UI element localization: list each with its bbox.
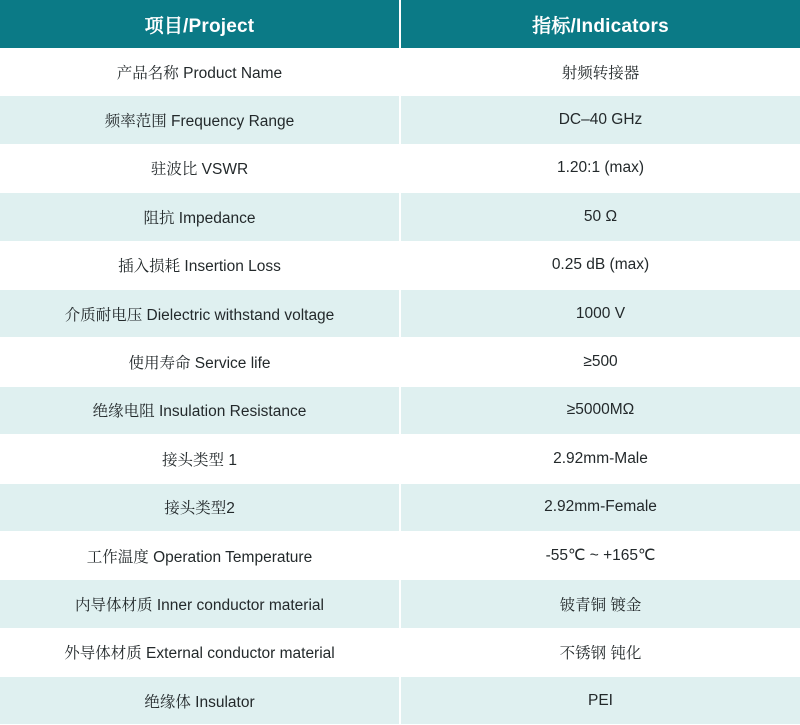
cell-project: 工作温度 Operation Temperature [0,531,400,579]
cell-indicator: 不锈钢 钝化 [400,628,800,676]
cell-project: 产品名称 Product Name [0,48,400,96]
table-row [0,531,800,579]
cell-project: 接头类型 1 [0,435,400,483]
cell-indicator: 2.92mm-Female [400,483,800,531]
cell-indicator: ≥5000MΩ [400,386,800,434]
cell-project: 阻抗 Impedance [0,193,400,241]
table-row [0,193,800,241]
cell-project: 外导体材质 External conductor material [0,628,400,676]
cell-indicator: -55℃ ~ +165℃ [400,531,800,579]
table-row [0,96,800,144]
table-row [0,580,800,628]
table-header [0,0,800,48]
cell-project: 使用寿命 Service life [0,338,400,386]
table-row [0,338,800,386]
cell-indicator: DC–40 GHz [400,96,800,144]
cell-indicator: PEI [400,677,800,725]
cell-project: 频率范围 Frequency Range [0,96,400,144]
table-row [0,48,800,96]
cell-project: 介质耐电压 Dielectric withstand voltage [0,289,400,337]
cell-indicator: 50 Ω [400,193,800,241]
table-body [0,48,800,725]
table-row [0,677,800,725]
cell-indicator: 射频转接器 [400,48,800,96]
cell-indicator: 1.20:1 (max) [400,144,800,192]
header-cell-indicators: 指标/Indicators [400,0,800,48]
cell-project: 绝缘电阻 Insulation Resistance [0,386,400,434]
table-row [0,483,800,531]
cell-indicator: 2.92mm-Male [400,435,800,483]
cell-project: 接头类型2 [0,483,400,531]
cell-project: 内导体材质 Inner conductor material [0,580,400,628]
table-row [0,289,800,337]
cell-indicator: 1000 V [400,289,800,337]
table-row [0,628,800,676]
cell-indicator: 铍青铜 镀金 [400,580,800,628]
cell-indicator: 0.25 dB (max) [400,241,800,289]
table-row [0,241,800,289]
header-cell-project: 项目/Project [0,0,400,48]
cell-project: 绝缘体 Insulator [0,677,400,725]
table-row [0,144,800,192]
table-row [0,435,800,483]
cell-indicator: ≥500 [400,338,800,386]
header-row [0,0,800,48]
cell-project: 驻波比 VSWR [0,144,400,192]
cell-project: 插入损耗 Insertion Loss [0,241,400,289]
table-row [0,386,800,434]
